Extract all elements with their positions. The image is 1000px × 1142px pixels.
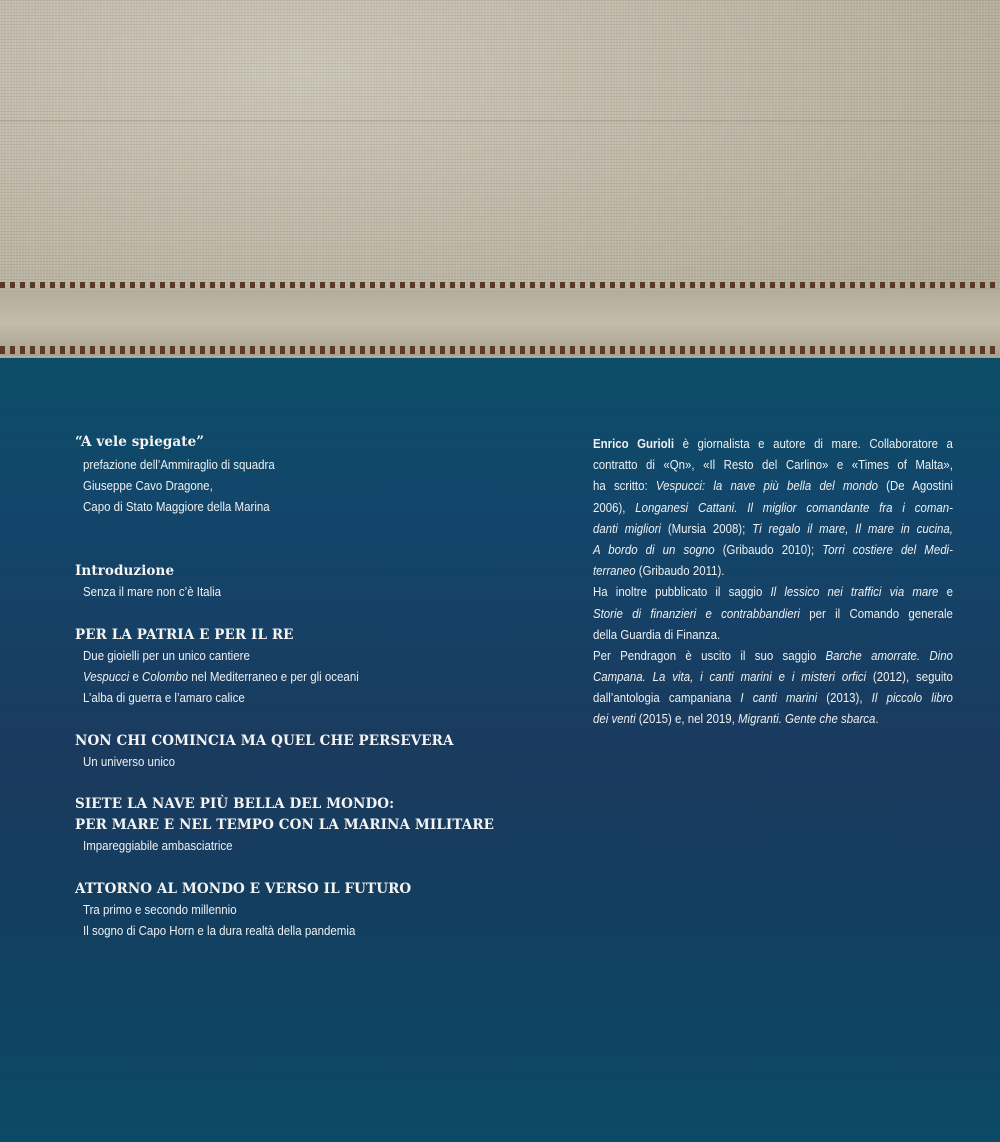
toc-heading: PER MARE E NEL TEMPO CON LA MARINA MILITARE xyxy=(75,817,495,833)
bio-line xyxy=(593,624,953,645)
bio-text: (Mursia 2008); xyxy=(660,520,753,536)
book-title: Il piccolo libro xyxy=(871,690,953,706)
stitch-line xyxy=(0,282,1000,288)
bio-line xyxy=(593,497,953,518)
italic-title: Vespucci xyxy=(83,670,130,684)
bio-line xyxy=(593,603,953,624)
book-title: Migranti. Gente che sbarca xyxy=(738,711,876,727)
book-title: Il lessico nei traffici via mare xyxy=(770,584,939,600)
book-title: terraneo xyxy=(593,563,636,579)
toc-item xyxy=(83,670,359,684)
book-title: I canti marini xyxy=(740,690,818,706)
toc-item: Il sogno di Capo Horn e la dura realtà della pandemia xyxy=(83,924,356,938)
book-title: Storie di finanzieri e contrabbandieri xyxy=(593,605,800,621)
bio-text: dall’antologia campaniana xyxy=(593,690,741,706)
book-title: Ti regalo il mare, Il mare in cucina, xyxy=(752,520,953,536)
bio-text: (2013), xyxy=(817,690,872,706)
bio-line xyxy=(593,475,953,496)
toc-text: e xyxy=(132,670,139,684)
bio-line xyxy=(593,687,953,708)
bio-line xyxy=(593,708,953,729)
toc-item: Tra primo e secondo millennio xyxy=(83,903,237,917)
book-title: Torri costiere del Medi- xyxy=(822,541,953,557)
bio-line xyxy=(593,666,953,687)
bio-text: e xyxy=(938,584,953,600)
bio-line xyxy=(593,518,953,539)
italic-title: Colombo xyxy=(142,670,189,684)
toc-heading: “A vele spiegate” xyxy=(75,434,205,450)
bio-text: 2006), xyxy=(593,499,636,515)
bio-line xyxy=(593,645,953,666)
bio-text: (Gribaudo 2011). xyxy=(635,563,725,579)
bio-text: (2015) e, nel 2019, xyxy=(635,711,739,727)
toc-item: Capo di Stato Maggiore della Marina xyxy=(83,500,270,514)
bio-line xyxy=(593,433,953,454)
bio-line xyxy=(593,454,953,475)
bio-text: Per Pendragon è uscito il suo saggio xyxy=(593,647,826,663)
author-bio xyxy=(593,433,953,730)
book-title: Longanesi Cattani. Il miglior comandante fra i coman- xyxy=(635,499,953,515)
author-name: Enrico Gurioli xyxy=(593,436,675,451)
stitch-edge xyxy=(0,346,1000,354)
toc-item: Due gioielli per un unico cantiere xyxy=(83,649,250,663)
toc-heading: NON CHI COMINCIA MA QUEL CHE PERSEVERA xyxy=(75,733,454,749)
book-title: dei venti xyxy=(593,711,636,727)
bio-text: contratto di «Qn», «Il Resto del Carlino» e «Times of Malta», xyxy=(593,457,953,473)
toc-text: nel Mediterraneo e per gli oceani xyxy=(191,670,359,684)
book-title: Campana. La vita, i canti marini e i misteri orfici xyxy=(593,669,867,685)
book-title: Vespucci: la nave più bella del mondo xyxy=(655,478,878,494)
bio-line xyxy=(593,581,953,602)
bio-line xyxy=(593,560,953,581)
toc-heading: SIETE LA NAVE PIÙ BELLA DEL MONDO: xyxy=(75,796,395,812)
toc-heading: ATTORNO AL MONDO E VERSO IL FUTURO xyxy=(75,881,412,897)
book-title: Barche amorrate. Dino xyxy=(825,647,953,663)
toc-heading: PER LA PATRIA E PER IL RE xyxy=(75,627,294,643)
linen-fabric-image xyxy=(0,0,1000,358)
bio-text: per il Comando generale xyxy=(799,605,953,621)
book-title: danti migliori xyxy=(593,520,661,536)
bio-text: della Guardia di Finanza. xyxy=(593,626,721,642)
bio-text: Ha inoltre pubblicato il saggio xyxy=(593,584,771,600)
bio-line xyxy=(593,539,953,560)
bio-text: (Gribaudo 2010); xyxy=(714,541,823,557)
bio-text: ha scritto: xyxy=(593,478,656,494)
toc-item: Senza il mare non c’è Italia xyxy=(83,585,222,599)
toc-item: Impareggiabile ambasciatrice xyxy=(83,839,233,853)
bio-text: è giornalista e autore di mare. Collaboratore a xyxy=(674,436,953,451)
bio-text: (2012), seguito xyxy=(866,669,953,685)
bio-text: . xyxy=(875,711,879,727)
toc-item: Un universo unico xyxy=(83,755,176,769)
bio-text: (De Agostini xyxy=(877,478,953,494)
toc-item: prefazione dell’Ammiraglio di squadra xyxy=(83,458,275,472)
toc-heading: Introduzione xyxy=(75,563,175,579)
toc-item: L’alba di guerra e l’amaro calice xyxy=(83,691,245,705)
book-title: A bordo di un sogno xyxy=(593,541,715,557)
toc-item: Giuseppe Cavo Dragone, xyxy=(83,479,213,493)
